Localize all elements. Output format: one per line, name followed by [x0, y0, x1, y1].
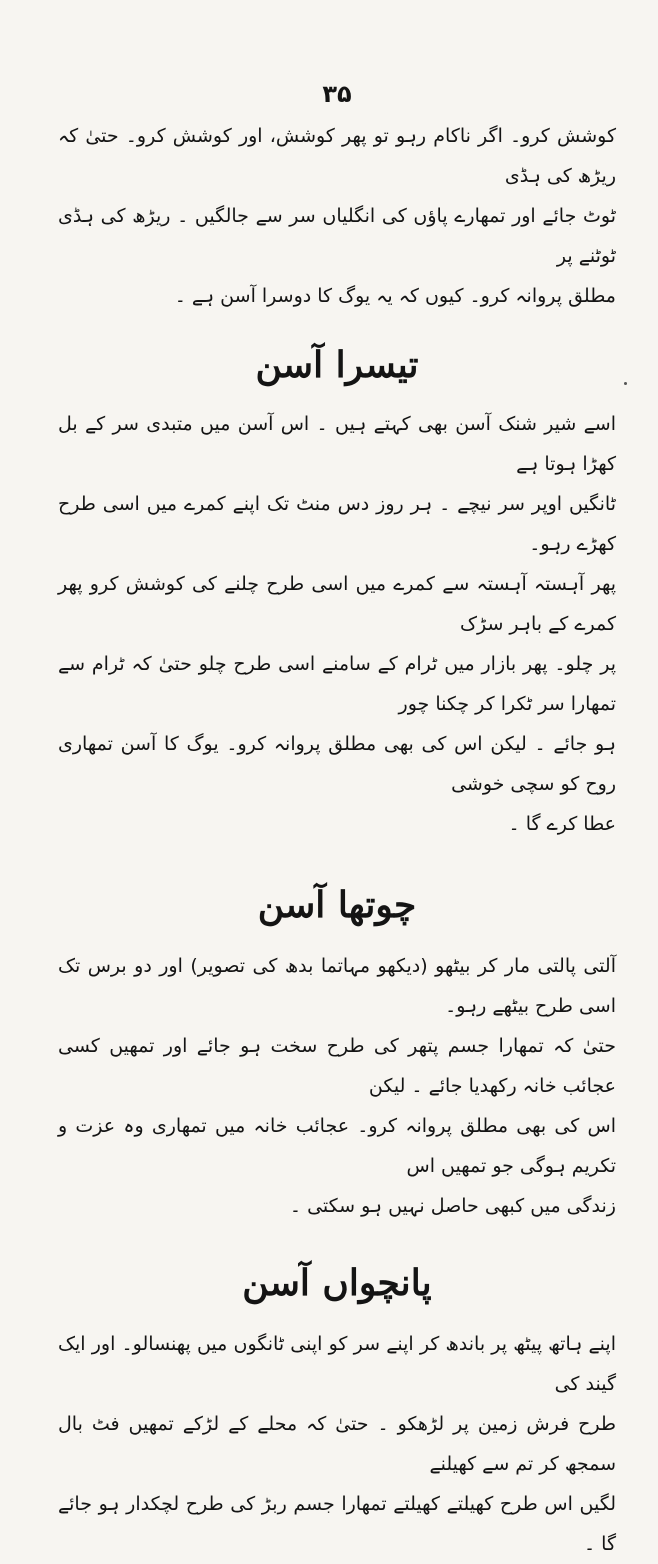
text-line: عطا کرے گا ۔: [508, 813, 616, 835]
text-line: ٹوٹ جائے اور تمھارے پاؤں کی انگلیاں سر سے جالگیں ۔ ریڑھ کی ہڈی ٹوٹنے پر: [58, 205, 616, 267]
text-line: اس کی بھی مطلق پروانہ کرو۔ عجائب خانہ میں تمھاری وہ عزت و تکریم ہوگی جو تمھیں اس: [58, 1115, 616, 1177]
text-line: کوشش کرو۔ اگر ناکام رہو تو پھر کوشش، اور کوشش کرو۔ حتیٰ کہ ریڑھ کی ہڈی: [58, 125, 616, 187]
text-line: اپنے ہاتھ پیٹھ پر باندھ کر اپنے سر کو اپنی ٹانگوں میں پھنسالو۔ اور ایک گیند کی: [58, 1333, 616, 1395]
text-line: مطلق پروانہ کرو۔ کیوں کہ یہ یوگ کا دوسرا آسن ہے ۔: [174, 285, 616, 307]
text-line: زندگی میں کبھی حاصل نہیں ہو سکتی ۔: [289, 1195, 616, 1217]
text-line: آلتی پالتی مار کر بیٹھو (دیکھو مہاتما بدھ کی تصویر) اور دو برس تک اسی طرح بیٹھے رہو۔: [58, 955, 616, 1017]
text-line: ہو جائے ۔ لیکن اس کی بھی مطلق پروانہ کرو۔ یوگ کا آسن تمھاری روح کو سچی خوشی: [58, 733, 616, 795]
section-heading: چوتھا آسن: [257, 884, 417, 926]
page-number: ۳۵: [322, 80, 352, 108]
print-speck: [624, 382, 627, 385]
text-line: پر چلو۔ پھر بازار میں ٹرام کے سامنے اسی طرح چلو حتیٰ کہ ٹرام سے تمھارا سر ٹکرا کر چکنا چور: [58, 653, 616, 715]
text-line: حتیٰ کہ تمھارا جسم پتھر کی طرح سخت ہو جائے اور تمھیں کسی عجائب خانہ رکھدیا جائے ۔ لیکن: [58, 1035, 616, 1097]
text-line: طرح فرش زمین پر لڑھکو ۔ حتیٰ کہ محلے کے لڑکے تمھیں فٹ بال سمجھ کر تم سے کھیلنے: [58, 1413, 616, 1475]
section-third-asan: [58, 338, 616, 844]
section-heading: پانچواں آسن: [242, 1262, 432, 1304]
intro-paragraph: [58, 116, 616, 316]
section-fifth-asan: [58, 1256, 616, 1564]
section-heading: تیسرا آسن: [255, 344, 419, 386]
text-line: اسے شیر شنک آسن بھی کہتے ہیں ۔ اس آسن میں متبدی سر کے بل کھڑا ہوتا ہے: [58, 413, 616, 475]
text-line: پھر آہستہ آہستہ سے کمرے میں اسی طرح چلنے کی کوشش کرو پھر کمرے کے باہر سڑک: [58, 573, 616, 635]
section-fourth-asan: [58, 878, 616, 1226]
text-line: ٹانگیں اوپر سر نیچے ۔ ہر روز دس منٹ تک اپنے کمرے میں اسی طرح کھڑے رہو۔: [58, 493, 616, 555]
text-line: لگیں اس طرح کھیلتے کھیلتے تمھارا جسم ربڑ کی طرح لچکدار ہو جائے گا ۔: [58, 1493, 616, 1555]
